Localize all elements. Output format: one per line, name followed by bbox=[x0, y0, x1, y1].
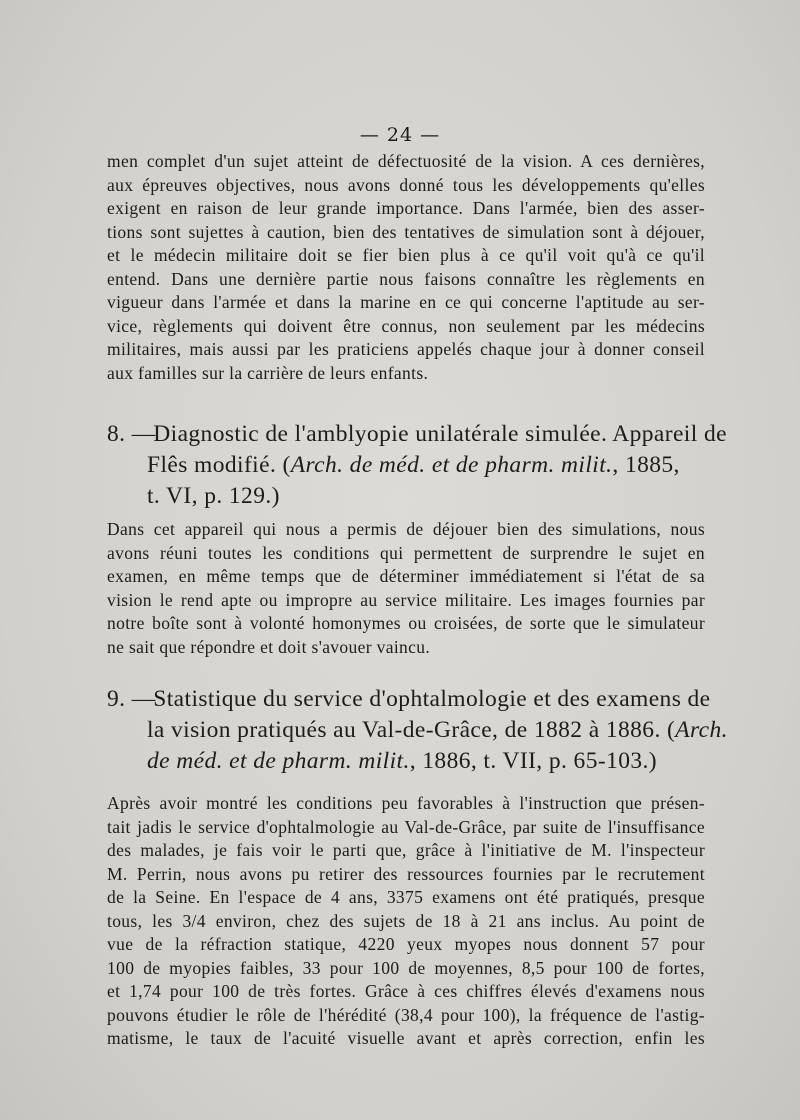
text-line: avons réuni toutes les conditions qui permettent de surprendre le sujet en bbox=[107, 542, 705, 563]
text-line: men complet d'un sujet atteint de défectuosité de la vision. A ces dernières, bbox=[107, 151, 705, 171]
text-line: tions sont sujettes à caution, bien des tentatives de simulation sont à déjouer, bbox=[107, 221, 705, 242]
page-number: — 24 — bbox=[359, 124, 441, 146]
text-line: militaires, mais aussi par les praticiens appelés chaque jour à donner conseil bbox=[107, 339, 705, 359]
section-title: la vision pratiqués au Val-de-Grâce, de 1882 à 1886. ( bbox=[147, 717, 676, 743]
text-line: ne sait que répondre et doit s'avouer vaincu. bbox=[107, 636, 431, 657]
text-line: pouvons étudier le rôle de l'hérédité (38,4 pour 100), la fréquence de l'astig- bbox=[107, 1004, 705, 1025]
section-number: 8. — bbox=[107, 421, 156, 447]
text-line: des malades, je fais voir le parti que, grâce à l'initiative de M. l'inspecteur bbox=[107, 840, 705, 860]
text-line: 100 de myopies faibles, 33 pour 100 de moyennes, 8,5 pour 100 de fortes, bbox=[107, 957, 705, 978]
citation-ref: t. VI, p. 129.) bbox=[147, 483, 280, 509]
text-line: aux épreuves objectives, nous avons donné tous les développements qu'elles bbox=[107, 174, 705, 195]
text-line: Dans cet appareil qui nous a permis de déjouer bien des simulations, nous bbox=[107, 519, 705, 539]
text-line: exigent en raison de leur grande importance. Dans l'armée, bien des asser- bbox=[107, 198, 705, 218]
citation-ref: , 1885, bbox=[612, 452, 680, 478]
text-line: Après avoir montré les conditions peu favorables à l'instruction que présen- bbox=[107, 793, 705, 813]
citation-journal: de méd. et de pharm. milit. bbox=[147, 748, 410, 774]
section-title: Flês modifié. ( bbox=[147, 452, 291, 478]
text-line: vice, règlements qui doivent être connus, non seulement par les médecins bbox=[107, 315, 705, 336]
section-title: Diagnostic de l'amblyopie unilatérale simulée. Appareil de bbox=[153, 421, 727, 447]
text-line: et 1,74 pour 100 de très fortes. Grâce à ces chiffres élevés d'examens nous bbox=[107, 981, 705, 1001]
citation-journal: Arch. de méd. et de pharm. milit. bbox=[290, 452, 613, 478]
section-9-heading bbox=[107, 684, 728, 777]
section-9-body bbox=[107, 792, 705, 1051]
text-line: et le médecin militaire doit se fier bien plus à ce qu'il voit qu'à ce qu'il bbox=[107, 245, 705, 265]
text-line: tait jadis le service d'ophtalmologie au Val-de-Grâce, par suite de l'insuffisance bbox=[107, 816, 705, 837]
intro-paragraph bbox=[107, 150, 705, 385]
citation-ref: , 1886, t. VII, p. 65-103.) bbox=[409, 748, 658, 774]
section-8-body bbox=[107, 518, 705, 659]
section-number: 9. — bbox=[107, 686, 156, 712]
text-line: de la Seine. En l'espace de 4 ans, 3375 examens ont été pratiqués, presque bbox=[107, 887, 705, 907]
section-8-heading bbox=[107, 419, 727, 512]
text-line: vue de la réfraction statique, 4220 yeux myopes nous donnent 57 pour bbox=[107, 934, 705, 954]
text-line: M. Perrin, nous avons pu retirer des ressources fournies par le recrutement bbox=[107, 863, 705, 884]
text-line: examen, en même temps que de déterminer immédiatement si l'état de sa bbox=[107, 566, 705, 586]
section-title: Statistique du service d'ophtalmologie et des examens de bbox=[153, 686, 711, 712]
text-line: matisme, le taux de l'acuité visuelle avant et après correction, enfin les bbox=[107, 1028, 705, 1048]
text-line: tous, les 3/4 environ, chez des sujets de 18 à 21 ans inclus. Au point de bbox=[107, 910, 705, 931]
citation-journal: Arch. bbox=[675, 717, 728, 743]
text-line: vigueur dans l'armée et dans la marine en ce qui concerne l'aptitude au ser- bbox=[107, 292, 705, 312]
text-line: vision le rend apte ou impropre au service militaire. Les images fournies par bbox=[107, 589, 705, 610]
text-line: notre boîte sont à volonté homonymes ou croisées, de sorte que le simulateur bbox=[107, 613, 705, 633]
text-line: aux familles sur la carrière de leurs enfants. bbox=[107, 362, 429, 383]
text-line: entend. Dans une dernière partie nous faisons connaître les règlements en bbox=[107, 268, 705, 289]
